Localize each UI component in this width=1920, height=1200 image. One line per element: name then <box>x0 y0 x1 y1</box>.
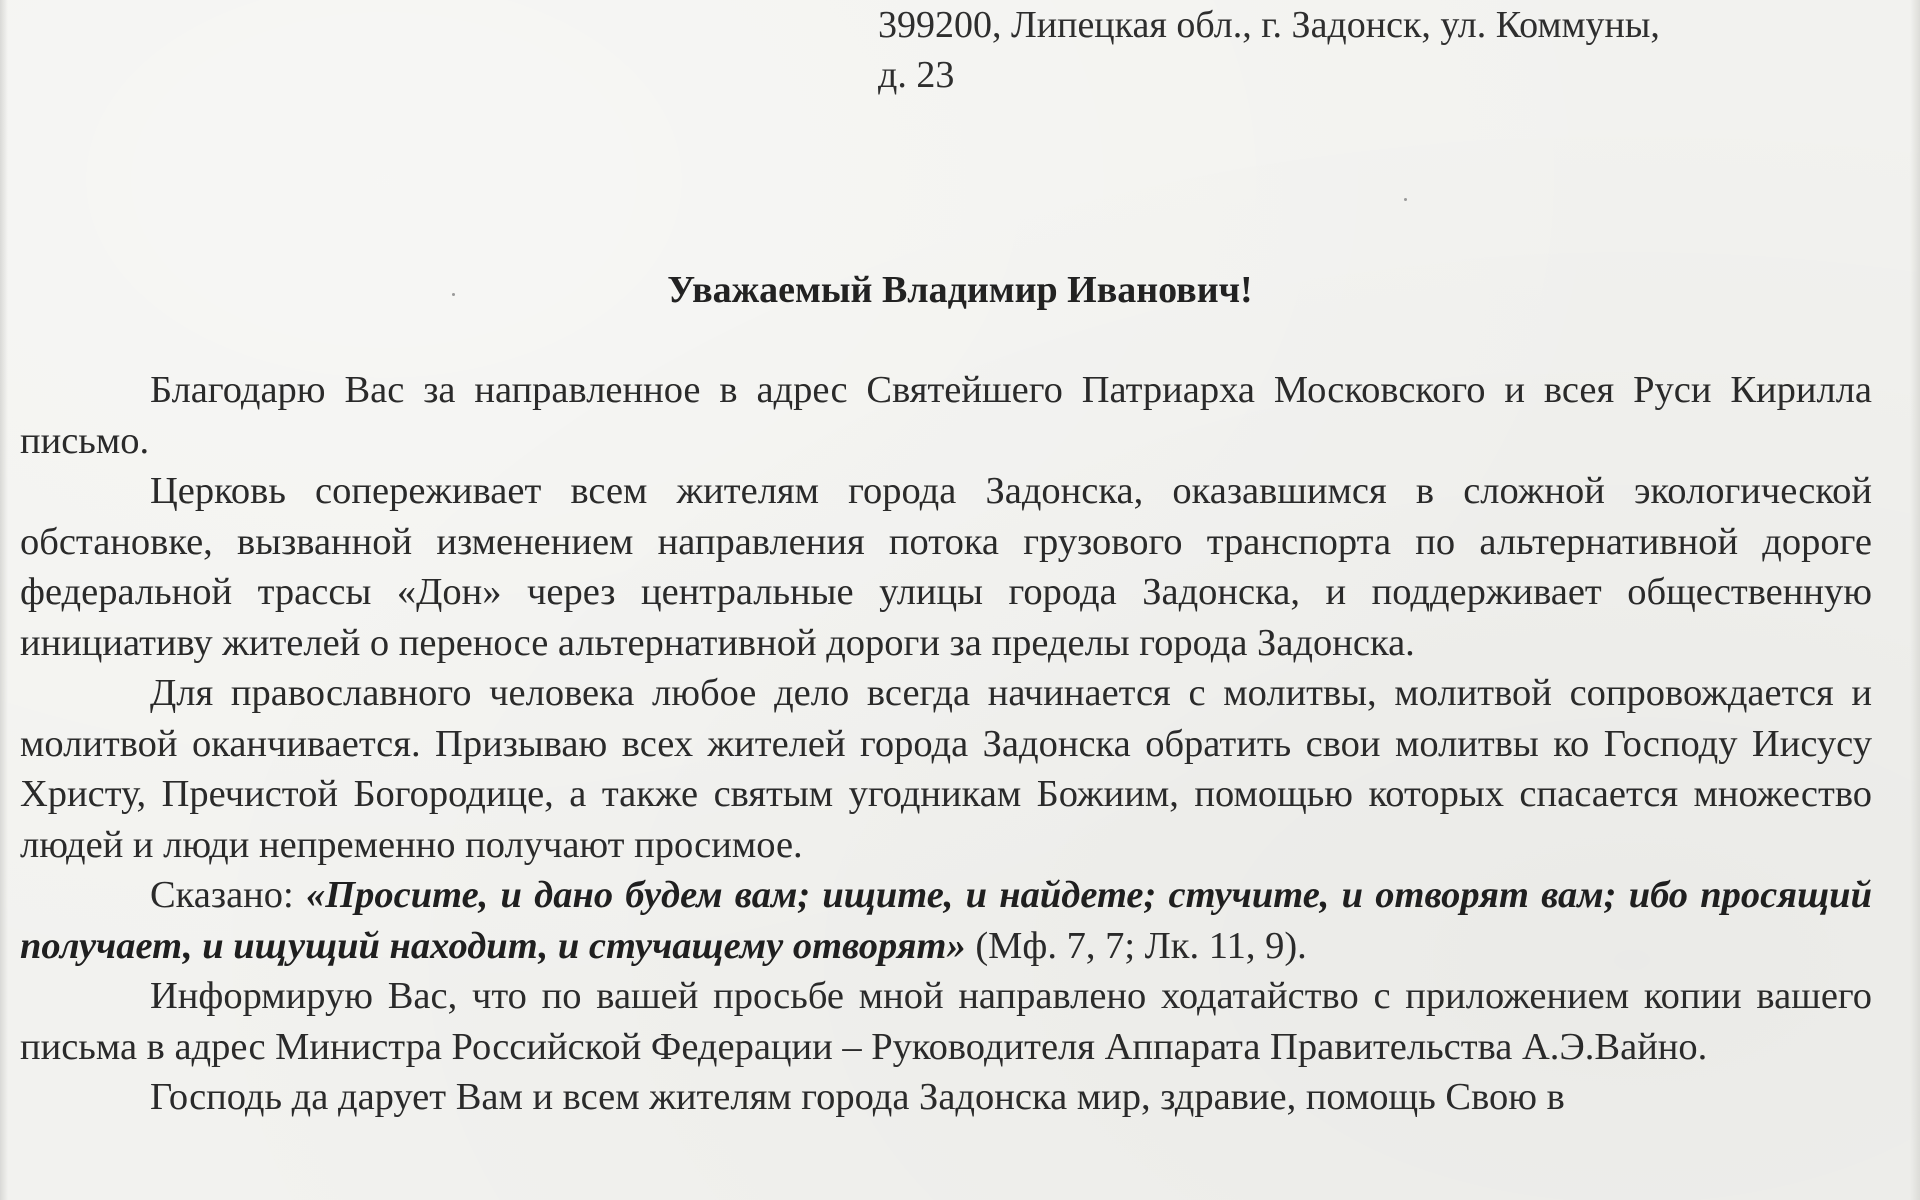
scan-edge-right <box>1910 0 1920 1200</box>
scripture-lead: Сказано: <box>150 874 306 916</box>
recipient-address <box>878 0 1878 100</box>
paragraph-petition: Информирую Вас, что по вашей просьбе мной направлено ходатайство с приложением копии вашего письма в адрес Министра Российской Федерации – Руководителя Аппарата Правительства А.Э.Вайно. <box>20 975 1872 1068</box>
paragraph-thanks: Благодарю Вас за направленное в адрес Святейшего Патриарха Московского и всея Руси Кирилла письмо. <box>20 369 1872 462</box>
paragraph-church-support: Церковь сопереживает всем жителям города Задонска, оказавшимся в сложной экологической обстановке, вызванной изменением направления потока грузового транспорта по альтернативной дороге федеральной трассы «Дон» через центральные улицы города Задонска, и поддерживает общественную инициативу жителей о переносе альтернативной дороги за пределы города Задонска. <box>20 470 1872 664</box>
paragraph-scripture <box>20 870 1872 971</box>
scripture-reference: (Мф. 7, 7; Лк. 11, 9). <box>965 924 1307 967</box>
address-line-1: 399200, Липецкая обл., г. Задонск, ул. Коммуны, <box>878 4 1660 46</box>
letter-body <box>20 365 1872 1123</box>
scan-speck <box>1404 198 1407 201</box>
scripture-quote: «Просите, и дано будем вам; ищите, и найдете; стучите, и отворят вам; ибо просящий получает, и ищущий находит, и стучащему отворят» <box>20 874 1872 967</box>
paragraph-blessing: Господь да дарует Вам и всем жителям города Задонска мир, здравие, помощь Свою в <box>150 1076 1565 1118</box>
address-line-2: д. 23 <box>878 54 955 96</box>
scan-edge-left <box>0 0 8 1200</box>
scan-speck <box>452 293 455 296</box>
salutation: Уважаемый Владимир Иванович! <box>667 269 1253 311</box>
paragraph-prayer: Для православного человека любое дело всегда начинается с молитвы, молитвой сопровождается и молитвой оканчивается. Призываю всех жителей города Задонска обратить свои молитвы ко Господу Иисусу Христу, Пречистой Богородице, а также святым угодникам Божиим, помощью которых спасается множество людей и люди непременно получают просимое. <box>20 672 1872 866</box>
